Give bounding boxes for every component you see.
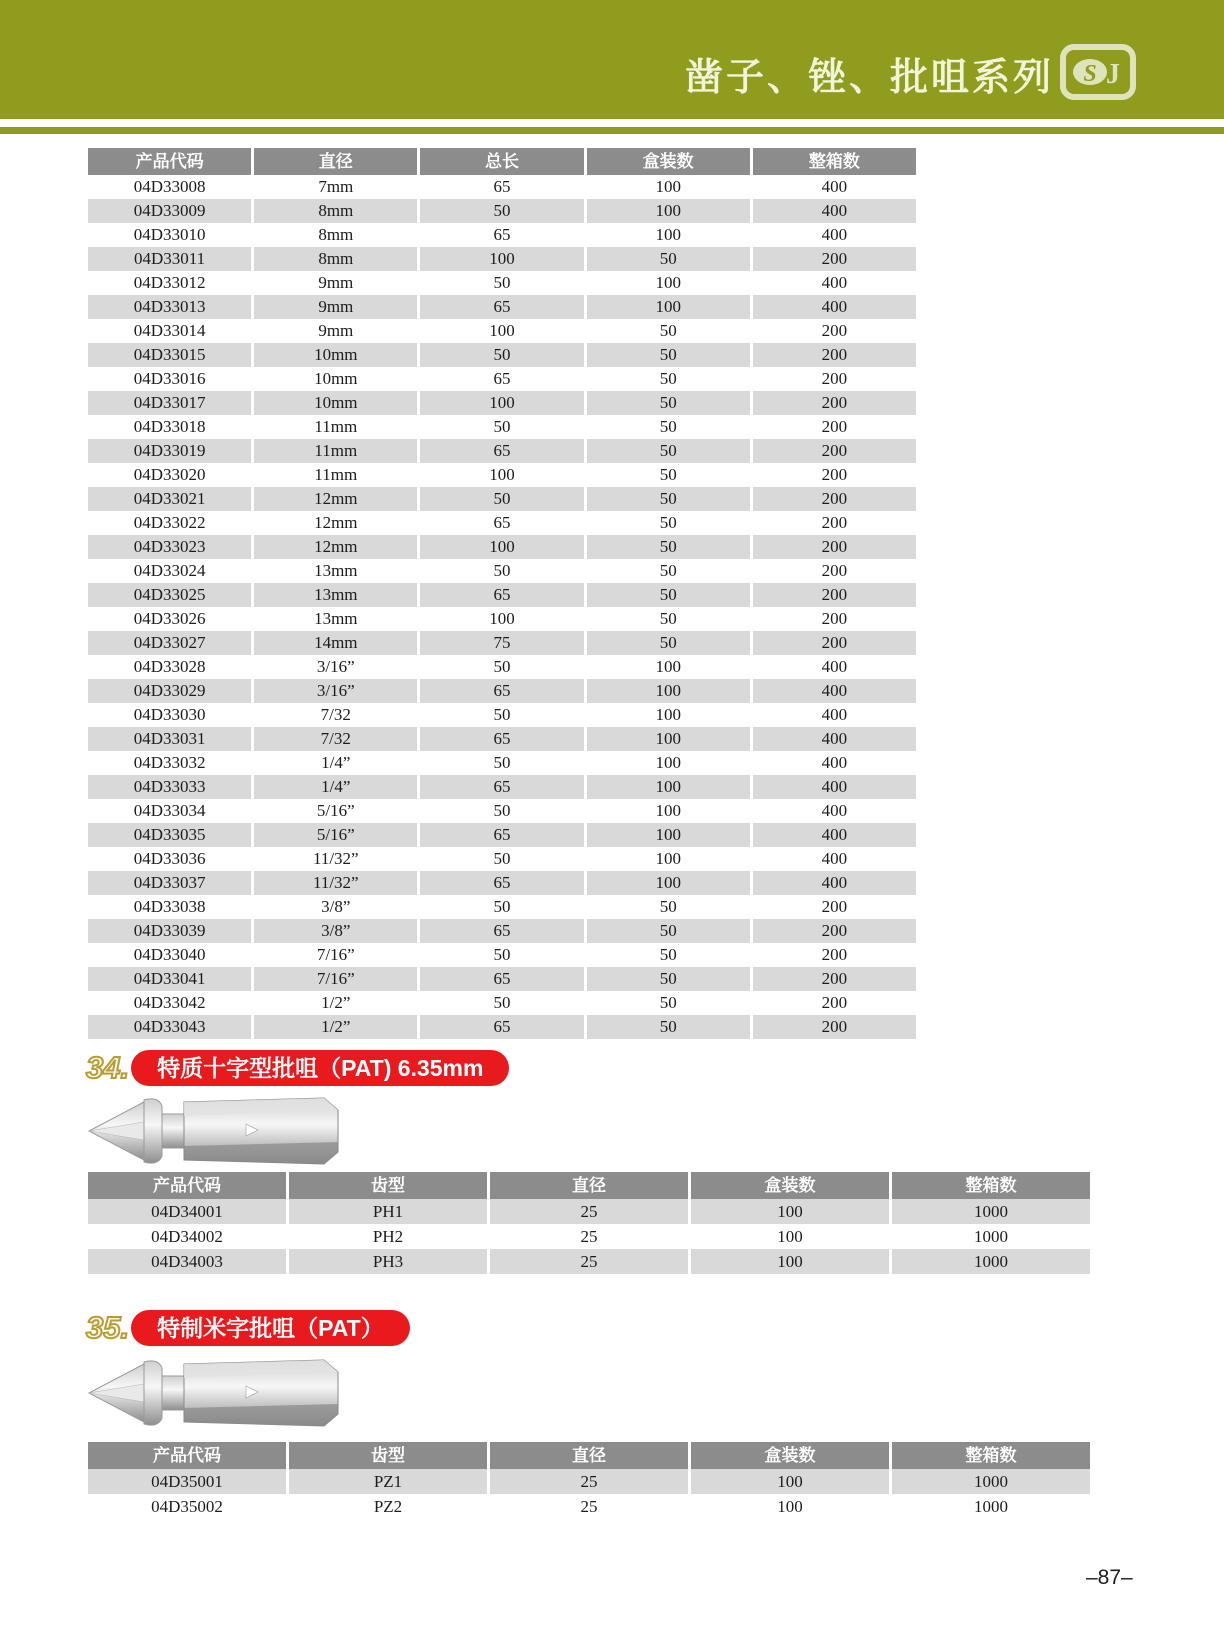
table-cell: 1/2” [254, 1015, 417, 1039]
table-row [88, 1469, 1090, 1494]
table-cell: 04D33013 [88, 295, 251, 319]
table-cell: 04D33043 [88, 1015, 251, 1039]
table-row [88, 175, 916, 199]
table-cell: 8mm [254, 223, 417, 247]
table-cell: 04D33017 [88, 391, 251, 415]
svg-text:S: S [1083, 61, 1097, 87]
table-cell: 7mm [254, 175, 417, 199]
table-row [88, 583, 916, 607]
table-cell: 50 [420, 751, 583, 775]
table-cell: 50 [420, 991, 583, 1015]
table-cell: 400 [753, 199, 916, 223]
table-header-row [88, 1442, 1090, 1469]
table-cell: 100 [420, 319, 583, 343]
table-cell: 50 [587, 991, 750, 1015]
table-cell: 50 [587, 535, 750, 559]
table-cell: 400 [753, 775, 916, 799]
table-cell: 100 [587, 799, 750, 823]
table-cell: 04D33009 [88, 199, 251, 223]
table-cell: 50 [587, 607, 750, 631]
section-34-banner [86, 1050, 509, 1086]
section-35-banner [86, 1310, 410, 1346]
table-cell: 8mm [254, 199, 417, 223]
table-cell: 11mm [254, 463, 417, 487]
table-cell: 400 [753, 175, 916, 199]
table-cell: 10mm [254, 391, 417, 415]
table-cell: 65 [420, 967, 583, 991]
table-row [88, 871, 916, 895]
table-cell: 04D33015 [88, 343, 251, 367]
table-row [88, 775, 916, 799]
table-cell: 65 [420, 511, 583, 535]
column-header: 产品代码 [88, 148, 251, 175]
table-row [88, 1015, 916, 1039]
table-cell: 1/2” [254, 991, 417, 1015]
column-header: 整箱数 [892, 1172, 1090, 1199]
table-cell: 7/16” [254, 943, 417, 967]
section-35-number: 35. [86, 1310, 130, 1345]
header-rule [0, 127, 1224, 134]
table-cell: 200 [753, 991, 916, 1015]
table-cell: 100 [587, 655, 750, 679]
table-row [88, 343, 916, 367]
table-cell: 200 [753, 319, 916, 343]
section-34-title: 特质十字型批咀（PAT) 6.35mm [131, 1050, 509, 1086]
table-cell: 200 [753, 343, 916, 367]
pozidriv-bit-image [86, 1352, 344, 1434]
table-cell: PH1 [289, 1199, 487, 1224]
table-cell: 50 [587, 583, 750, 607]
table-cell: 50 [587, 943, 750, 967]
table-cell: 11/32” [254, 847, 417, 871]
table-cell: 04D33024 [88, 559, 251, 583]
table-cell: 9mm [254, 271, 417, 295]
table-cell: 25 [490, 1199, 688, 1224]
table-row [88, 391, 916, 415]
table-cell: 50 [587, 559, 750, 583]
table-cell: 04D33008 [88, 175, 251, 199]
table-row [88, 727, 916, 751]
table-cell: 7/32 [254, 727, 417, 751]
table-cell: 25 [490, 1224, 688, 1249]
table-cell: 04D35002 [88, 1494, 286, 1519]
table-cell: 50 [587, 967, 750, 991]
table-cell: 11mm [254, 439, 417, 463]
table-cell: 1000 [892, 1224, 1090, 1249]
table-cell: 100 [587, 199, 750, 223]
table-row [88, 943, 916, 967]
table-cell: 200 [753, 919, 916, 943]
table-cell: 50 [587, 247, 750, 271]
section-35-table [88, 1442, 1090, 1519]
table-row [88, 223, 916, 247]
table-cell: 11mm [254, 415, 417, 439]
table-body [88, 1199, 1090, 1274]
table-cell: 200 [753, 463, 916, 487]
table-row [88, 439, 916, 463]
table-cell: 65 [420, 295, 583, 319]
column-header: 齿型 [289, 1442, 487, 1469]
table-row [88, 463, 916, 487]
table-cell: 200 [753, 247, 916, 271]
table-cell: 04D33038 [88, 895, 251, 919]
table-cell: 100 [587, 679, 750, 703]
svg-text:J: J [1106, 59, 1120, 90]
table-cell: 04D33030 [88, 703, 251, 727]
table-cell: 04D33023 [88, 535, 251, 559]
table-cell: 100 [587, 175, 750, 199]
table-cell: 25 [490, 1249, 688, 1274]
column-header: 直径 [490, 1442, 688, 1469]
table-cell: 65 [420, 679, 583, 703]
table-cell: 65 [420, 175, 583, 199]
column-header: 盒装数 [587, 148, 750, 175]
table-cell: 04D33033 [88, 775, 251, 799]
table-row [88, 679, 916, 703]
table-cell: 65 [420, 919, 583, 943]
table-cell: 100 [587, 223, 750, 247]
table-cell: 50 [420, 559, 583, 583]
main-product-table [88, 148, 916, 1039]
table-cell: 8mm [254, 247, 417, 271]
table-cell: 04D33025 [88, 583, 251, 607]
table-cell: 200 [753, 583, 916, 607]
table-row [88, 631, 916, 655]
table-cell: 100 [691, 1249, 889, 1274]
table-row [88, 751, 916, 775]
table-cell: 100 [691, 1494, 889, 1519]
table-cell: 50 [587, 1015, 750, 1039]
table-row [88, 967, 916, 991]
table-cell: 50 [587, 631, 750, 655]
table-cell: 3/16” [254, 655, 417, 679]
table-cell: 04D33020 [88, 463, 251, 487]
table-cell: 400 [753, 655, 916, 679]
table-cell: 04D33040 [88, 943, 251, 967]
table-cell: 200 [753, 1015, 916, 1039]
table-cell: 400 [753, 871, 916, 895]
table-cell: 9mm [254, 295, 417, 319]
table-cell: 04D33035 [88, 823, 251, 847]
table-cell: 100 [691, 1469, 889, 1494]
table-cell: 13mm [254, 583, 417, 607]
table-cell: 04D34001 [88, 1199, 286, 1224]
table-cell: 1000 [892, 1249, 1090, 1274]
table-cell: 1/4” [254, 751, 417, 775]
table-cell: PZ1 [289, 1469, 487, 1494]
column-header: 产品代码 [88, 1442, 286, 1469]
table-cell: 50 [420, 847, 583, 871]
table-row [88, 199, 916, 223]
table-header-row [88, 1172, 1090, 1199]
table-cell: 100 [587, 775, 750, 799]
page-title: 凿子、锉、批咀系列 [684, 57, 1054, 99]
section-35-title: 特制米字批咀（PAT） [131, 1310, 410, 1346]
table-body [88, 175, 916, 1039]
table-row [88, 919, 916, 943]
table-cell: 400 [753, 727, 916, 751]
table-cell: 200 [753, 967, 916, 991]
table-cell: 100 [587, 751, 750, 775]
table-cell: 50 [587, 319, 750, 343]
column-header: 直径 [490, 1172, 688, 1199]
table-cell: 04D33032 [88, 751, 251, 775]
table-row [88, 271, 916, 295]
table-cell: 100 [587, 871, 750, 895]
table-row [88, 367, 916, 391]
table-cell: 13mm [254, 559, 417, 583]
table-cell: 400 [753, 679, 916, 703]
table-cell: 400 [753, 799, 916, 823]
table-cell: 100 [587, 847, 750, 871]
table-cell: 12mm [254, 511, 417, 535]
table-row [88, 535, 916, 559]
table-cell: 65 [420, 583, 583, 607]
table-cell: 50 [587, 367, 750, 391]
table-cell: 7/32 [254, 703, 417, 727]
table-cell: 50 [420, 895, 583, 919]
table-cell: 50 [587, 487, 750, 511]
table-cell: PZ2 [289, 1494, 487, 1519]
table-cell: 50 [420, 799, 583, 823]
table-cell: 04D33026 [88, 607, 251, 631]
table-cell: 50 [587, 415, 750, 439]
table-cell: 50 [420, 415, 583, 439]
table-cell: 200 [753, 511, 916, 535]
table-cell: 04D33018 [88, 415, 251, 439]
table-cell: 50 [420, 655, 583, 679]
table-cell: 50 [587, 439, 750, 463]
table-row [88, 607, 916, 631]
table-row [88, 847, 916, 871]
table-cell: 65 [420, 367, 583, 391]
column-header: 总长 [420, 148, 583, 175]
table-cell: 50 [587, 919, 750, 943]
table-cell: 1000 [892, 1494, 1090, 1519]
table-cell: 200 [753, 535, 916, 559]
table-header-row [88, 148, 916, 175]
table-cell: 200 [753, 631, 916, 655]
column-header: 盒装数 [691, 1442, 889, 1469]
table-row [88, 991, 916, 1015]
table-cell: 100 [691, 1224, 889, 1249]
table-cell: 04D33027 [88, 631, 251, 655]
section-34-table [88, 1172, 1090, 1274]
table-cell: 65 [420, 223, 583, 247]
table-cell: 400 [753, 223, 916, 247]
table-cell: 100 [587, 295, 750, 319]
table-row [88, 799, 916, 823]
table-cell: 50 [420, 943, 583, 967]
table-cell: 50 [420, 487, 583, 511]
table-cell: 12mm [254, 487, 417, 511]
table-cell: 100 [691, 1199, 889, 1224]
table-cell: 50 [587, 391, 750, 415]
table-cell: 25 [490, 1494, 688, 1519]
table-cell: 50 [420, 703, 583, 727]
table-cell: 04D33011 [88, 247, 251, 271]
table-cell: 04D33039 [88, 919, 251, 943]
table-row [88, 247, 916, 271]
table-cell: 100 [420, 607, 583, 631]
table-cell: 5/16” [254, 799, 417, 823]
table-cell: 200 [753, 607, 916, 631]
column-header: 产品代码 [88, 1172, 286, 1199]
table-cell: 14mm [254, 631, 417, 655]
table-cell: 04D33037 [88, 871, 251, 895]
table-cell: 3/8” [254, 919, 417, 943]
table-row [88, 655, 916, 679]
table-cell: 100 [587, 823, 750, 847]
table-cell: 100 [587, 703, 750, 727]
table-cell: 04D33021 [88, 487, 251, 511]
table-cell: 100 [587, 727, 750, 751]
table-cell: 65 [420, 775, 583, 799]
table-row [88, 511, 916, 535]
table-cell: 50 [420, 271, 583, 295]
table-cell: 50 [420, 199, 583, 223]
column-header: 直径 [254, 148, 417, 175]
table-cell: 400 [753, 847, 916, 871]
column-header: 盒装数 [691, 1172, 889, 1199]
table-row [88, 1199, 1090, 1224]
table-cell: 5/16” [254, 823, 417, 847]
table-cell: 200 [753, 415, 916, 439]
table-cell: 04D33010 [88, 223, 251, 247]
table-cell: 400 [753, 295, 916, 319]
table-row [88, 295, 916, 319]
table-cell: 50 [587, 463, 750, 487]
table-cell: 1/4” [254, 775, 417, 799]
table-cell: 200 [753, 367, 916, 391]
table-cell: 200 [753, 943, 916, 967]
table-cell: 50 [420, 343, 583, 367]
table-cell: 04D33031 [88, 727, 251, 751]
table-cell: 04D33014 [88, 319, 251, 343]
table-cell: 400 [753, 751, 916, 775]
table-cell: 200 [753, 439, 916, 463]
table-row [88, 415, 916, 439]
table-cell: 04D33042 [88, 991, 251, 1015]
table-cell: 04D33029 [88, 679, 251, 703]
table-cell: 3/8” [254, 895, 417, 919]
table-cell: 04D34002 [88, 1224, 286, 1249]
column-header: 整箱数 [892, 1442, 1090, 1469]
table-cell: 100 [420, 535, 583, 559]
table-cell: 25 [490, 1469, 688, 1494]
table-cell: 65 [420, 823, 583, 847]
table-row [88, 1224, 1090, 1249]
table-body [88, 1469, 1090, 1519]
table-cell: 04D33028 [88, 655, 251, 679]
table-cell: 12mm [254, 535, 417, 559]
table-cell: 200 [753, 487, 916, 511]
phillips-bit-image [86, 1090, 344, 1172]
table-cell: 65 [420, 727, 583, 751]
table-row [88, 1494, 1090, 1519]
table-cell: 11/32” [254, 871, 417, 895]
table-cell: 04D33012 [88, 271, 251, 295]
table-cell: 7/16” [254, 967, 417, 991]
section-34-number: 34. [86, 1050, 130, 1085]
table-cell: 04D33036 [88, 847, 251, 871]
table-row [88, 559, 916, 583]
table-cell: 04D33019 [88, 439, 251, 463]
table-cell: 10mm [254, 343, 417, 367]
table-row [88, 895, 916, 919]
table-cell: 04D33022 [88, 511, 251, 535]
table-cell: 65 [420, 439, 583, 463]
column-header: 齿型 [289, 1172, 487, 1199]
table-cell: 04D33034 [88, 799, 251, 823]
table-cell: 400 [753, 703, 916, 727]
table-row [88, 319, 916, 343]
table-cell: 65 [420, 1015, 583, 1039]
table-cell: 04D35001 [88, 1469, 286, 1494]
table-row [88, 823, 916, 847]
table-cell: 04D34003 [88, 1249, 286, 1274]
table-cell: 75 [420, 631, 583, 655]
table-cell: PH3 [289, 1249, 487, 1274]
table-cell: 100 [420, 247, 583, 271]
table-cell: 04D33016 [88, 367, 251, 391]
table-cell: 3/16” [254, 679, 417, 703]
table-cell: 04D33041 [88, 967, 251, 991]
table-row [88, 1249, 1090, 1274]
table-cell: 1000 [892, 1199, 1090, 1224]
table-cell: 13mm [254, 607, 417, 631]
table-row [88, 487, 916, 511]
table-cell: 1000 [892, 1469, 1090, 1494]
table-cell: 100 [420, 391, 583, 415]
table-cell: 200 [753, 559, 916, 583]
table-cell: 65 [420, 871, 583, 895]
table-cell: 200 [753, 391, 916, 415]
table-cell: 10mm [254, 367, 417, 391]
column-header: 整箱数 [753, 148, 916, 175]
brand-logo-icon [1060, 44, 1136, 100]
page-number: –87– [1086, 1566, 1133, 1589]
table-cell: 50 [587, 895, 750, 919]
table-cell: 400 [753, 271, 916, 295]
table-cell: 100 [420, 463, 583, 487]
table-cell: 50 [587, 511, 750, 535]
table-cell: PH2 [289, 1224, 487, 1249]
table-cell: 200 [753, 895, 916, 919]
table-row [88, 703, 916, 727]
table-cell: 9mm [254, 319, 417, 343]
table-cell: 50 [587, 343, 750, 367]
table-cell: 100 [587, 271, 750, 295]
table-cell: 400 [753, 823, 916, 847]
